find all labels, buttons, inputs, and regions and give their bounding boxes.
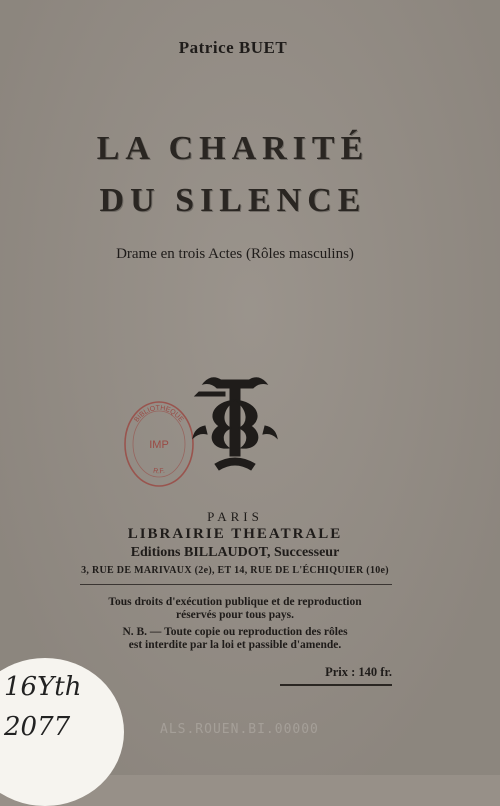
publisher-editions: Editions BILLAUDOT, Successeur bbox=[130, 545, 340, 560]
rights-notice bbox=[0, 596, 470, 622]
call-number-line-2: 2077 bbox=[4, 712, 71, 742]
price: Prix : 140 fr. bbox=[325, 665, 392, 679]
publisher-address: 3, RUE DE MARIVAUX (2e), ET 14, RUE DE L'ÉCHIQUIER (10e) bbox=[81, 565, 389, 576]
nb-line-2: est interdite par la loi et passible d'amende. bbox=[128, 639, 342, 651]
stamp-center-text: IMP bbox=[149, 439, 169, 451]
rights-line-2: réservés pour tous pays. bbox=[176, 609, 294, 621]
library-shelfmark-faint: ALS.ROUEN.BI.00000 bbox=[160, 722, 319, 737]
subtitle: Drame en trois Actes (Rôles masculins) bbox=[116, 246, 354, 262]
stamp-top-text: BIBLIOTHEQUE bbox=[133, 404, 185, 424]
publisher-name: LIBRAIRIE THEATRALE bbox=[127, 526, 343, 542]
call-number-line-1: 16Yth bbox=[4, 672, 82, 702]
author-name: Patrice BUET bbox=[178, 38, 288, 57]
rights-line-1: Tous droits d'exécution publique et de reproduction bbox=[108, 596, 362, 608]
stamp-bottom-text: R.F. bbox=[152, 467, 166, 476]
title-line-2: DU SILENCE bbox=[99, 182, 367, 219]
title-line-1: LA CHARITÉ bbox=[96, 130, 370, 167]
price-underline bbox=[280, 684, 392, 686]
divider bbox=[80, 584, 392, 585]
nb-line-1: N. B. — Toute copie ou reproduction des rôles bbox=[122, 626, 348, 638]
publisher-city: PARIS bbox=[207, 509, 263, 524]
nb-notice bbox=[0, 626, 470, 652]
publisher-emblem-icon bbox=[185, 368, 285, 476]
